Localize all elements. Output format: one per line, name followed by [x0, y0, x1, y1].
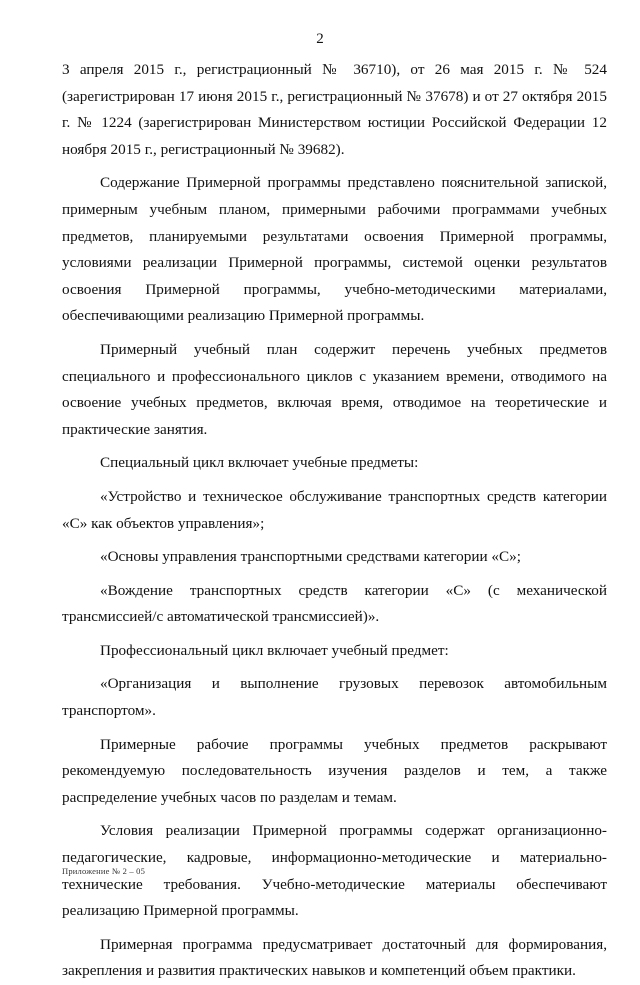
paragraph-legal-references: 3 апреля 2015 г., регистрационный № 36710), от 26 мая 2015 г. № 524 (зарегистрирован 17 июня 2015 г., регистрационный № 37678) и от 27 октября 2015 г. № 1224 (зарегистрирован Министерством юстиции Российской Федерации 12 ноября 2015 г., регистрационный № 39682).	[62, 61, 607, 158]
paragraph-professional-cycle-heading: Профессиональный цикл включает учебный предмет:	[100, 641, 449, 659]
page-number: 2	[316, 31, 324, 47]
paragraph-work-programs: Примерные рабочие программы учебных предметов раскрывают рекомендуемую последовательность изучения разделов и тем, а также распределение учебных часов по разделам и темам.	[62, 735, 607, 806]
paragraph-program-contents: Содержание Примерной программы представлено пояснительной запиской, примерным учебным планом, примерными рабочими программами учебных предметов, планируемыми результатами освоения Примерной программы, условиями реализации Примерной программы, системой оценки результатов освоения Примерной программы, учебно-методическими материалами, обеспечивающими реализацию Примерной программы.	[62, 174, 607, 325]
paragraph-subject-driving: «Вождение транспортных средств категории «С» (с механической трансмиссией/с автоматической трансмиссией)».	[62, 581, 607, 626]
paragraph-special-cycle-heading: Специальный цикл включает учебные предметы:	[100, 454, 419, 472]
paragraph-implementation-conditions: Условия реализации Примерной программы содержат организационно-педагогические, кадровые, информационно-методические и материально-технические требования. Учебно-методические материалы обеспечивают реализацию Примерной программы.	[62, 822, 607, 920]
paragraph-subject-driving-basics: «Основы управления транспортными средствами категории «С»;	[100, 548, 521, 566]
paragraph-practice: Примерная программа предусматривает достаточный для формирования, закрепления и развития практических навыков и компетенций объем практики.	[62, 935, 607, 980]
paragraph-subject-vehicle-design: «Устройство и техническое обслуживание транспортных средств категории «С» как объектов управления»;	[62, 487, 607, 532]
paragraph-subject-freight: «Организация и выполнение грузовых перевозок автомобильным транспортом».	[62, 675, 607, 720]
paragraph-curriculum: Примерный учебный план содержит перечень учебных предметов специального и профессионального циклов с указанием времени, отводимого на освоение учебных предметов, включая время, отводимое на теоретические и практические занятия.	[62, 340, 607, 438]
footer-attachment-label: Приложение № 2 – 05	[62, 866, 146, 876]
document-body	[62, 57, 607, 985]
